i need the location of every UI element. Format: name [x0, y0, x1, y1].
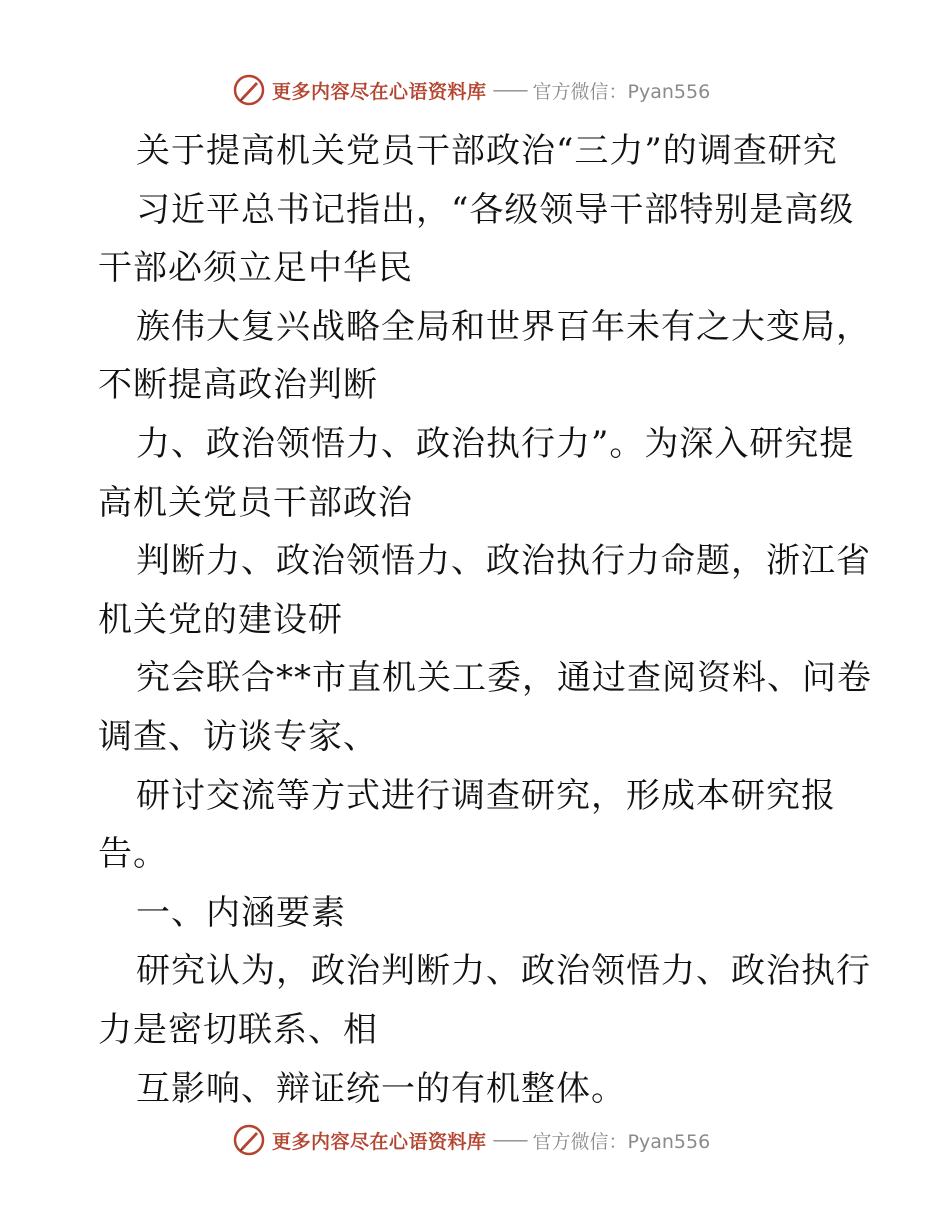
document-body: [98, 122, 872, 1118]
paragraph-line: 力、政治领悟力、政治执行力”。为深入研究提: [136, 423, 855, 464]
watermark-red-text: 更多内容尽在心语资料库: [272, 1130, 487, 1153]
paragraph-line: 习近平总书记指出，“各级领导干部特别是高级: [136, 189, 855, 230]
paragraph-line: 互影响、辩证统一的有机整体。: [136, 1068, 626, 1109]
watermark-wechat-text: 官方微信：Pyan556: [532, 1130, 711, 1153]
watermark-wechat-text: 官方微信：Pyan556: [532, 80, 711, 103]
watermark-red-text: 更多内容尽在心语资料库: [272, 80, 487, 103]
watermark-dash: ——: [492, 79, 527, 101]
paragraph-line: 究会联合**市直机关工委，通过查阅资料、问卷: [136, 658, 872, 699]
quill-logo-icon: [232, 1123, 266, 1157]
paragraph-line: 告。: [98, 834, 168, 875]
document-title: 关于提高机关党员干部政治“三力”的调查研究: [136, 131, 838, 171]
header-watermark: [232, 72, 732, 108]
paragraph-line: 干部必须立足中华民: [98, 248, 413, 289]
paragraph-line: 研究认为，政治判断力、政治领悟力、政治执行: [136, 951, 871, 992]
paragraph-line: 判断力、政治领悟力、政治执行力命题，浙江省: [136, 541, 871, 582]
paragraph-line: 不断提高政治判断: [98, 365, 378, 406]
footer-watermark: [232, 1122, 732, 1158]
paragraph-line: 机关党的建设研: [98, 599, 343, 640]
section-heading: 一、内涵要素: [136, 892, 346, 933]
paragraph-line: 研讨交流等方式进行调查研究，形成本研究报: [136, 775, 836, 816]
quill-logo-icon: [232, 73, 266, 107]
paragraph-line: 力是密切联系、相: [98, 1009, 378, 1050]
paragraph-line: 族伟大复兴战略全局和世界百年未有之大变局，: [136, 306, 871, 347]
watermark-dash: ——: [492, 1129, 527, 1151]
paragraph-line: 调查、访谈专家、: [98, 716, 378, 757]
paragraph-line: 高机关党员干部政治: [98, 482, 413, 523]
